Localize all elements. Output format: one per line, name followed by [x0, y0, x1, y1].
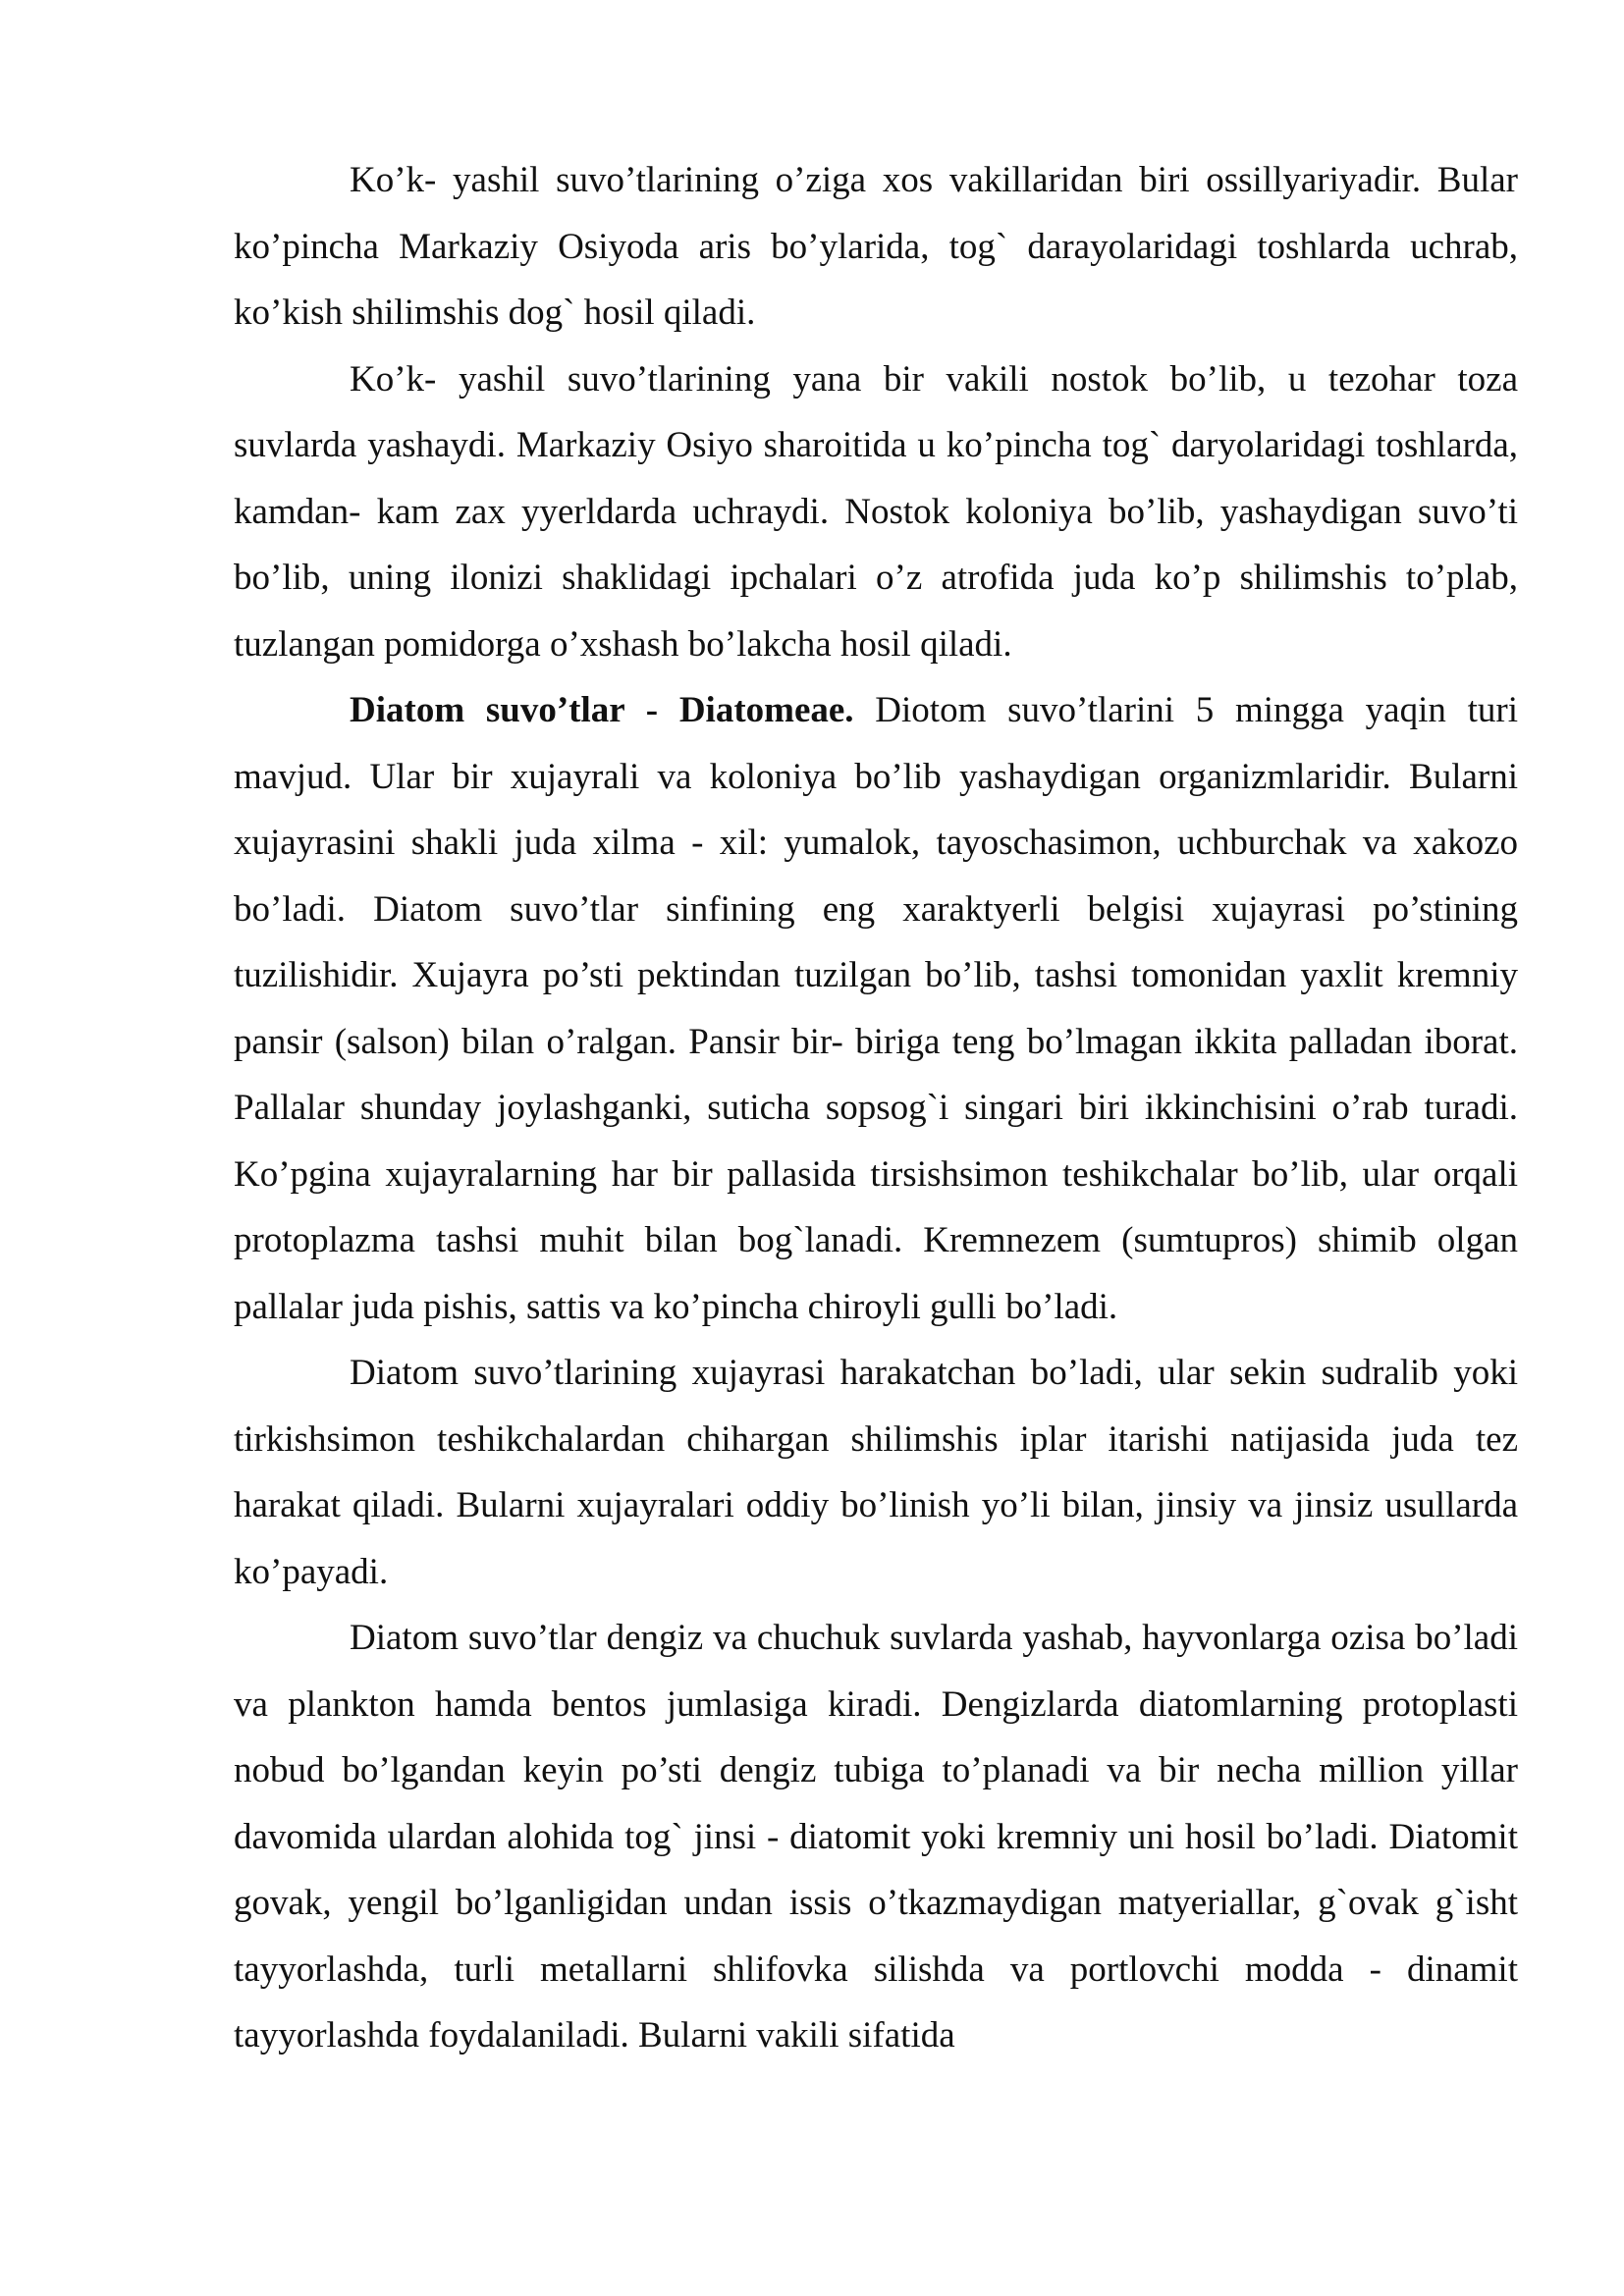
- paragraph-text: Diatom suvo’tlarining xujayrasi harakatchan bo’ladi, ular sekin sudralib yoki tirkishsimon teshikchalardan chihargan shilimshis iplar itarishi natijasida juda tez harakat qiladi. Bularni xujayralari oddiy bo’linish yo’li bilan, jinsiy va jinsiz usullarda ko’payadi.: [234, 1353, 1518, 1592]
- section-heading-diatoms: Diatom suvo’tlar - Diatomeae.: [350, 690, 854, 730]
- paragraph-text: Diotom suvo’tlarini 5 mingga yaqin turi mavjud. Ular bir xujayrali va koloniya bo’lib yashaydigan organizmlaridir. Bularni xujayrasini shakli juda xilma - xil: yumalok, tayoschasimon, uchburchak va xakozo bo’ladi. Diatom suvo’tlar sinfining eng xaraktyerli belgisi xujayrasi po’stining tuzilishidir. Xujayra po’sti pektindan tuzilgan bo’lib, tashsi tomonidan yaxlit kremniy pansir (salson) bilan o’ralgan. Pansir bir- biriga teng bo’lmagan ikkita palladan iborat. Pallalar shunday joylashganki, suticha sopsog`i singari biri ikkinchisini o’rab turadi. Ko’pgina xujayralarning har bir pallasida tirsishsimon teshikchalar bo’lib, ular orqali protoplazma tashsi muhit bilan bog`lanadi. Kremnezem (sumtupros) shimib olgan pallalar juda pishis, sattis va ko’pincha chiroyli gulli bo’ladi.: [234, 690, 1518, 1327]
- paragraph-oscillatoria: [234, 147, 1518, 347]
- paragraph-text: Ko’k- yashil suvo’tlarining o’ziga xos vakillaridan biri ossillyariyadir. Bular ko’pincha Markaziy Osiyoda aris bo’ylarida, tog` darayolaridagi toshlarda uchrab, ko’kish shilimshis dog` hosil qiladi.: [234, 160, 1518, 333]
- paragraph-diatoms-intro: [234, 677, 1518, 1340]
- paragraph-diatom-habitat: [234, 1605, 1518, 2069]
- paragraph-nostoc: [234, 347, 1518, 678]
- paragraph-diatom-movement: [234, 1340, 1518, 1605]
- paragraph-text: Ko’k- yashil suvo’tlarining yana bir vakili nostok bo’lib, u tezohar toza suvlarda yashaydi. Markaziy Osiyo sharoitida u ko’pincha tog` daryolaridagi toshlarda, kamdan- kam zax yyerldarda uchraydi. Nostok koloniya bo’lib, yashaydigan suvo’ti bo’lib, uning ilonizi shaklidagi ipchalari o’z atrofida juda ko’p shilimshis to’plab, tuzlangan pomidorga o’xshash bo’lakcha hosil qiladi.: [234, 358, 1518, 665]
- document-body: [234, 147, 1518, 2069]
- paragraph-text: Diatom suvo’tlar dengiz va chuchuk suvlarda yashab, hayvonlarga ozisa bo’ladi va plankton hamda bentos jumlasiga kiradi. Dengizlarda diatomlarning protoplasti nobud bo’lgandan keyin po’sti dengiz tubiga to’planadi va bir necha million yillar davomida ulardan alohida tog` jinsi - diatomit yoki kremniy uni hosil bo’ladi. Diatomit govak, yengil bo’lganligidan undan issis o’tkazmaydigan matyeriallar, g`ovak g`isht tayyorlashda, turli metallarni shlifovka silishda va portlovchi modda - dinamit tayyorlashda foydalaniladi. Bularni vakili sifatida: [234, 1618, 1518, 2056]
